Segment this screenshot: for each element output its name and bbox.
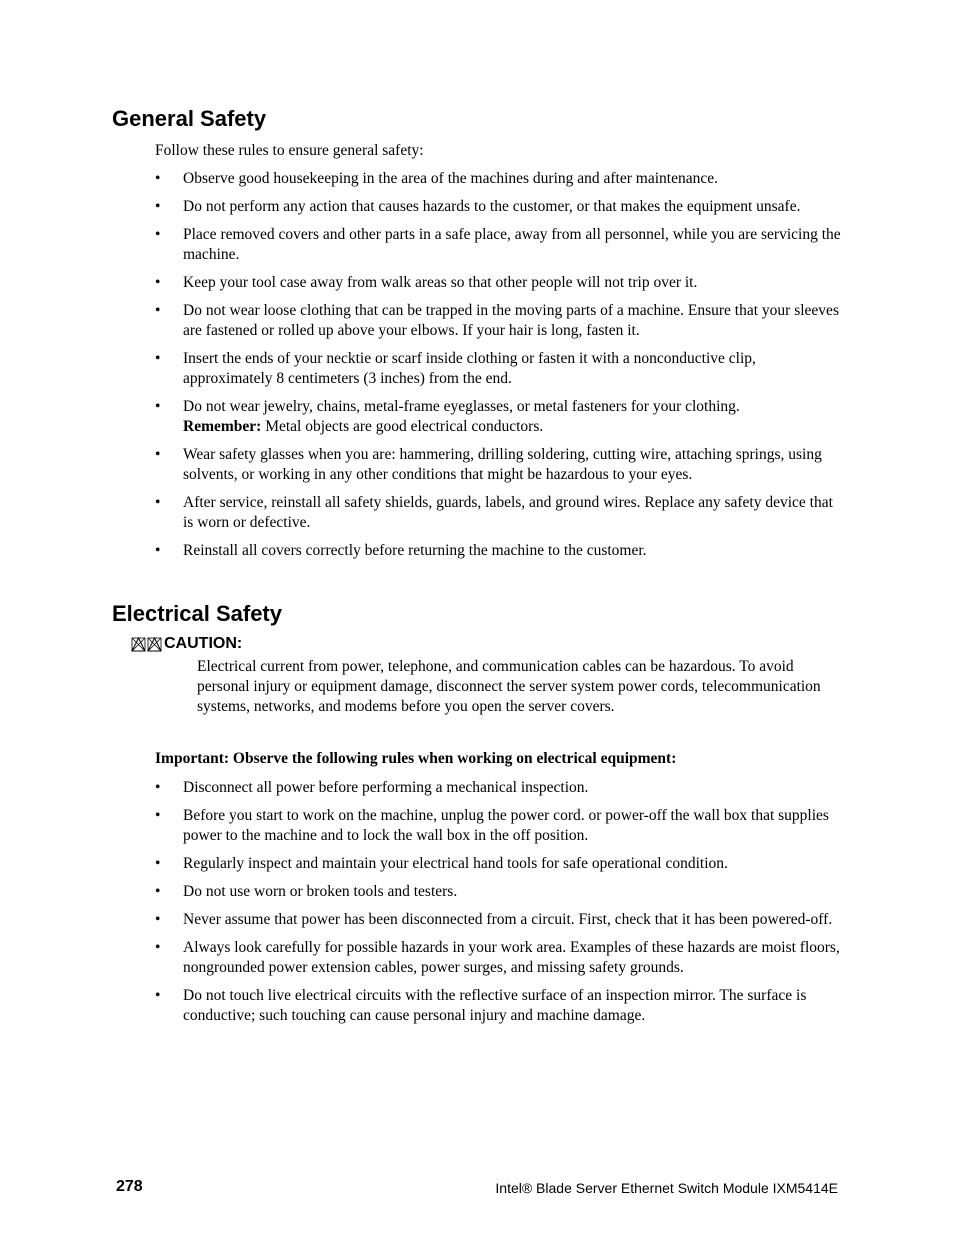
list-item: [155, 938, 845, 978]
bullet-icon: •: [155, 542, 161, 559]
list-item: [155, 273, 845, 293]
list-item-text: Wear safety glasses when you are: hammering, drilling soldering, cutting wire, attaching springs, using solvents, or working in any other conditions that might be hazardous to your eyes.: [183, 446, 822, 483]
bullet-icon: •: [155, 883, 161, 900]
bullet-icon: •: [155, 274, 161, 291]
list-item: [155, 225, 845, 265]
list-item-text: Do not touch live electrical circuits with the reflective surface of an inspection mirror. The surface is conductive; such touching can cause personal injury and machine damage.: [183, 987, 807, 1024]
list-item: [155, 301, 845, 341]
important-note: Important: Observe the following rules when working on electrical equipment:: [155, 750, 677, 767]
list-item-text: Never assume that power has been disconnected from a circuit. First, check that it has been powered-off.: [183, 911, 833, 928]
list-item: [155, 910, 845, 930]
bullet-icon: •: [155, 911, 161, 928]
general-safety-intro: Follow these rules to ensure general safety:: [155, 142, 424, 159]
bullet-icon: •: [155, 350, 161, 367]
list-item-text: Place removed covers and other parts in a safe place, away from all personnel, while you are servicing the machine.: [183, 226, 841, 263]
list-item-text: Do not wear jewelry, chains, metal-frame eyeglasses, or metal fasteners for your clothing.: [183, 398, 740, 415]
list-item: [155, 169, 845, 189]
list-item: [155, 806, 845, 846]
list-item: [155, 541, 845, 561]
bullet-icon: •: [155, 446, 161, 463]
list-item-text: Reinstall all covers correctly before returning the machine to the customer.: [183, 542, 647, 559]
list-item-text: Keep your tool case away from walk areas so that other people will not trip over it.: [183, 274, 698, 291]
list-item: [155, 882, 845, 902]
bullet-icon: •: [155, 198, 161, 215]
list-item-text: Observe good housekeeping in the area of the machines during and after maintenance.: [183, 170, 718, 187]
document-title: Intel® Blade Server Ethernet Switch Module IXM5414E: [495, 1180, 838, 1196]
bullet-icon: •: [155, 170, 161, 187]
list-item-text: Do not perform any action that causes hazards to the customer, or that makes the equipment unsafe.: [183, 198, 801, 215]
caution-warning-icon: [131, 637, 162, 652]
section-heading-electrical-safety: Electrical Safety: [112, 601, 282, 626]
list-item-text: Before you start to work on the machine, unplug the power cord. or power-off the wall box that supplies power to the machine and to lock the wall box in the off position.: [183, 807, 829, 844]
list-item: [155, 445, 845, 485]
list-item: [155, 986, 845, 1026]
bullet-icon: •: [155, 807, 161, 824]
electrical-safety-list: [155, 778, 845, 1034]
bullet-icon: •: [155, 939, 161, 956]
list-item-text: Insert the ends of your necktie or scarf inside clothing or fasten it with a nonconductive clip, approximately 8 centimeters (3 inches) from the end.: [183, 350, 756, 387]
list-item-text: Do not wear loose clothing that can be trapped in the moving parts of a machine. Ensure that your sleeves are fastened or rolled up above your elbows. If your hair is long, fasten it.: [183, 302, 839, 339]
bullet-icon: •: [155, 494, 161, 511]
page-number: 278: [116, 1178, 143, 1195]
caution-text: Electrical current from power, telephone, and communication cables can be hazardous. To avoid personal injury or equipment damage, disconnect the server system power cords, telecommunication systems, networks, and modems before you open the server covers.: [197, 658, 821, 715]
bullet-icon: •: [155, 226, 161, 243]
list-item: [155, 397, 845, 437]
list-item: [155, 854, 845, 874]
bullet-icon: •: [155, 302, 161, 319]
bullet-icon: •: [155, 779, 161, 796]
caution-heading: [131, 634, 242, 654]
caution-label: CAUTION:: [164, 635, 243, 652]
list-item: [155, 197, 845, 217]
list-item-text: Always look carefully for possible hazards in your work area. Examples of these hazards are moist floors, nongrounded power extension cables, power surges, and missing safety grounds.: [183, 939, 840, 976]
list-item: [155, 493, 845, 533]
general-safety-list: [155, 169, 845, 569]
section-heading-general-safety: General Safety: [112, 106, 267, 131]
list-item-text: Disconnect all power before performing a mechanical inspection.: [183, 779, 589, 796]
list-item: [155, 778, 845, 798]
remember-label: Remember:: [183, 418, 262, 435]
remember-text: Metal objects are good electrical conductors.: [261, 418, 544, 435]
bullet-icon: •: [155, 987, 161, 1004]
list-item-text: Do not use worn or broken tools and testers.: [183, 883, 458, 900]
list-item-text: After service, reinstall all safety shields, guards, labels, and ground wires. Replace any safety device that is worn or defective.: [183, 494, 833, 531]
bullet-icon: •: [155, 855, 161, 872]
bullet-icon: •: [155, 398, 161, 415]
list-item: [155, 349, 845, 389]
list-item-text: Regularly inspect and maintain your electrical hand tools for safe operational condition.: [183, 855, 728, 872]
